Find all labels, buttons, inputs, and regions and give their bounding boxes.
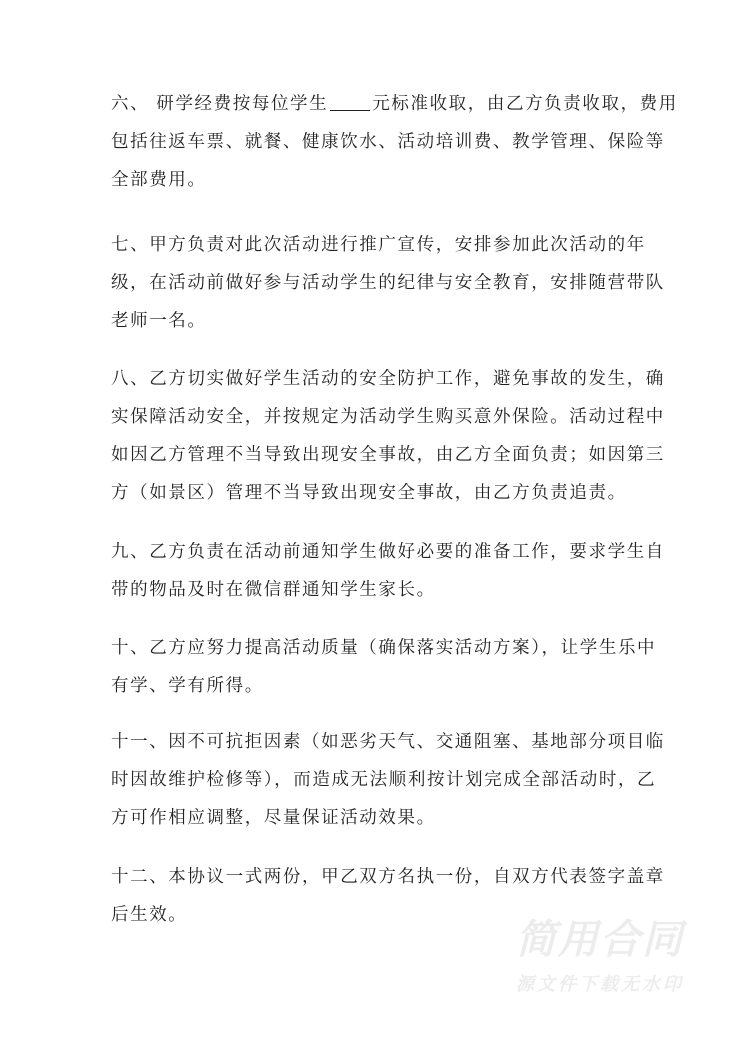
watermark-logo [505, 915, 695, 999]
clause-line: 有学、学有所得。 [111, 676, 264, 696]
clause-6 [111, 85, 678, 199]
clause-line: 九、乙方负责在活动前通知学生做好必要的准备工作，要求学生自 [111, 542, 665, 562]
clause-line: 十、乙方应努力提高活动质量（确保落实活动方案），让学生乐中 [111, 638, 657, 658]
clause-line: 老师一名。 [111, 311, 207, 331]
watermark-title: 简用合同 [516, 917, 684, 963]
clause-line: 实保障活动安全，并按规定为活动学生购买意外保险。活动过程中 [111, 407, 665, 427]
clause-line: 时因故维护检修等），而造成无法顺利按计划完成全部活动时，乙 [111, 770, 657, 790]
clause-line: 后生效。 [111, 905, 188, 925]
clause-line: 级，在活动前做好参与活动学生的纪律与安全教育，安排随营带队 [111, 273, 665, 293]
clause-line: 如因乙方管理不当导致出现安全事故，由乙方全面负责；如因第三 [111, 445, 665, 465]
clause-line: 方（如景区）管理不当导致出现安全事故，由乙方负责追责。 [111, 483, 627, 503]
clause-text: 六、 研学经费按每位学生 [111, 94, 329, 114]
clause-line: 方可作相应调整，尽量保证活动效果。 [111, 808, 436, 828]
clause-line: 全部费用。 [111, 170, 207, 190]
clause-text: 元标准收取，由乙方负责收取，费用 [372, 94, 678, 114]
clause-line: 八、乙方切实做好学生活动的安全防护工作，避免事故的发生，确 [111, 369, 665, 389]
watermark-subtitle: 源文件下载无水印 [516, 974, 684, 995]
clause-line: 十一、因不可抗拒因素（如恶劣天气、交通阻塞、基地部分项目临 [111, 732, 665, 752]
clause-9 [111, 533, 665, 609]
clause-line [111, 85, 678, 123]
clause-line: 七、甲方负责对此次活动进行推广宣传，安排参加此次活动的年 [111, 235, 646, 255]
clause-10 [111, 629, 656, 705]
clause-line: 带的物品及时在微信群通知学生家长。 [111, 580, 436, 600]
clause-line: 十二、本协议一式两份，甲乙双方名执一份，自双方代表签字盖章 [111, 867, 665, 887]
clause-line: 包括往返车票、就餐、健康饮水、活动培训费、教学管理、保险等 [111, 132, 665, 152]
clause-7 [111, 226, 665, 340]
fee-blank [330, 90, 370, 111]
clause-11 [111, 723, 665, 837]
clause-8 [111, 360, 665, 512]
